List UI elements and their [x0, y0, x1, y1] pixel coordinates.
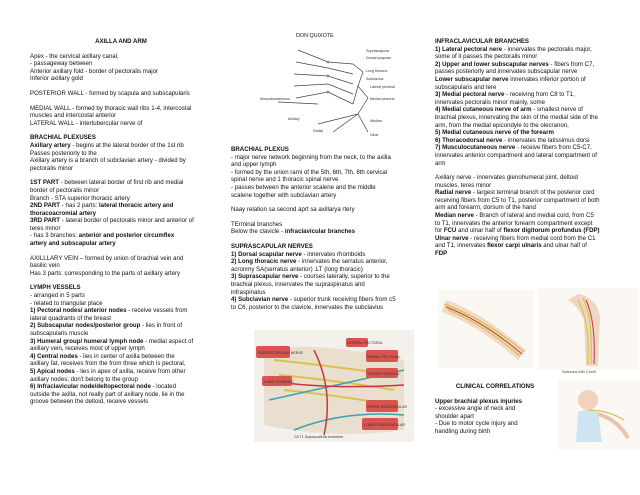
part-3-text: - lateral border of pectoralis minor and anterior of — [60, 217, 194, 225]
upper-injury-line: handling during birth — [435, 427, 491, 435]
naay-note: Naay relation sa second aprt sa axillarya rtery — [231, 206, 355, 214]
infra-item-cont: brachial plexus, innervating the skin of the medial side of the — [435, 113, 598, 121]
lymph-item-term: 2) Subscapular nodes/posterior group — [30, 322, 141, 330]
infra-item-desc: - smallest nerve of — [531, 106, 583, 114]
lymph-item-cont: subscapularis muscle — [30, 330, 89, 337]
fig2-label: THORACODORSAL — [367, 372, 400, 376]
median-last-bold: flexor digitorum profundus (FDP) — [503, 227, 600, 235]
lymph-item-cont: axillary vein, receives most of upper lymph — [30, 345, 145, 353]
lymph-intro: - arranged in 5 parts — [30, 292, 85, 300]
branch-line: pectoralis minor — [30, 164, 74, 172]
supra-item-term: 2) Long thoracic nerve — [231, 258, 297, 266]
upper-limb-illustration — [538, 288, 638, 370]
median-nerve-term: Median nerve — [435, 212, 474, 220]
apex-line: Apex - the cervical axillary canal, — [30, 52, 119, 60]
lymph-last: groove between the deltoid, receive vessels — [30, 398, 149, 406]
lateral-wall: LATERAL WALL - intertubercular nerve of — [30, 119, 143, 127]
lymph-item-desc: - receive vessels from — [126, 307, 188, 315]
median-nerve-desc: - Branch of lateral and medial cord, from C5 — [473, 212, 594, 220]
lymph-item-cont: axillary nodes; don't belong to the group — [30, 375, 138, 383]
ulnar-last: FDP — [435, 250, 448, 258]
supra-item-desc: - courses laterally, superior to the — [298, 273, 390, 281]
vein-line-2: basilic vein — [30, 262, 60, 270]
below-clavicle — [231, 228, 411, 236]
lymph-item-desc: - medial aspect of — [143, 337, 194, 345]
branch-line: Axillary artery is a branch of subclavian artery - divided by — [30, 157, 186, 165]
bp-line: and upper lymph — [231, 161, 277, 169]
infra-item-cont: innervates anterior compartment and lateral compartment of — [435, 151, 597, 159]
infra-item-desc: innervates inferior portion of — [508, 75, 586, 83]
lymph-heading: LYMPH VESSELS — [30, 284, 81, 292]
radial-cont: arm and forearm, dorsum of the hand — [435, 204, 536, 212]
supra-item — [231, 251, 411, 259]
infra-item-desc: - innervates the latissimus dorsi — [502, 136, 590, 144]
infra-item-term: 7) Musculocutaneous nerve — [435, 144, 516, 152]
passes-post: Passes posteriorly to the — [30, 149, 97, 157]
supra-item-cont: acronmy SA(serratus anterior) .LT (long thoracic) — [231, 265, 363, 273]
supra-item-term: 4) Subclavian nerve — [231, 296, 289, 304]
plexus-illustration — [254, 330, 414, 442]
part-3-branches-bold2: artery and subscapular artery — [30, 240, 116, 248]
lymph-item-desc: - lies in apex of axilla, receive from other — [74, 367, 186, 375]
apex-line: Inferior axillary gold — [30, 75, 83, 83]
part-1-cont: border of pectoralis minor — [30, 186, 100, 194]
part-3-branches — [30, 232, 212, 240]
lymph-item — [30, 368, 212, 376]
supra-item-cont: brachial plexus, innervates the supraspinatus and — [231, 280, 365, 288]
posterior-wall: POSTERIOR WALL - formed by scapula and subscapularis — [30, 89, 190, 97]
arm-nerve-illustration — [438, 290, 534, 368]
bp-line: scalene together with subclavian artery — [231, 191, 337, 199]
ulnar-nerve — [435, 235, 617, 243]
infra-item — [435, 46, 617, 54]
lymph-item-cont: outside the axilla, not really part of axillary node, lie in the — [30, 390, 185, 398]
supra-item-term: 1) Dorsal scapular nerve — [231, 250, 302, 258]
fig1-label: Median — [370, 119, 382, 123]
radial-nerve — [435, 189, 617, 197]
lymph-item-cont: lateral quadrants of the breast — [30, 314, 111, 322]
bp-line: spinal nerve and 1 thoracic spinal nerve — [231, 176, 339, 184]
fig1-label: Ulnar — [370, 133, 379, 137]
fig2-label: LONG THORACIC — [264, 380, 294, 384]
column-brachial-plexus — [231, 146, 411, 311]
lymph-item-desc: - located — [150, 383, 176, 391]
below-clavicle-text: Below the clavicle - — [231, 228, 285, 236]
median-cont: to T1, innervates the anterior forearm compartment except — [435, 219, 593, 227]
fig2-caption: C8 T1 Suprascalenic branches — [294, 435, 344, 439]
column-axilla — [30, 38, 212, 406]
supra-item-desc: - innervates the serratus anterior, — [296, 258, 388, 266]
suprascapular-heading: SUPRASCAPULAR NERVES — [231, 242, 313, 250]
infra-item-desc: - fibers from C7, — [548, 60, 595, 68]
part-2-text: - has 2 parts: — [60, 202, 99, 210]
bp-line: - formed by the union rami of the 5th, 6th, 7th, 8th cervical — [231, 168, 388, 176]
bp-line: - major nerve network beginning from the neck, to the axilla — [231, 153, 391, 161]
infra-item — [435, 61, 617, 69]
ulnar-cont-bold: flexor carpi ulnaris — [487, 242, 542, 250]
axillary-artery — [30, 142, 212, 150]
part-1 — [30, 179, 212, 187]
fig2-label: MEDIAL PECTORAL — [367, 355, 401, 359]
vein-term: AXILLLARY VEIN — [30, 254, 79, 262]
lymph-item — [30, 322, 212, 330]
page-header-title: DON QUIXOTE — [296, 33, 334, 39]
part-2-label: 2ND PART — [30, 202, 61, 210]
fig2-label: LOWER SUBSCAPULAR — [364, 423, 405, 427]
brachial-plexus-diagram — [258, 42, 408, 140]
ulnar-cont-text: and ulnar half of — [541, 242, 587, 250]
infra-item-term: 3) Medial pectoral nerve — [435, 91, 505, 99]
fig1-label: Medial pectoral — [370, 97, 395, 101]
part-3-branches-bold: anterior and posterior circumflex — [78, 232, 175, 240]
supra-item — [231, 258, 411, 266]
fig1-label: Lateral pectoral — [370, 85, 395, 89]
part-2-bold: lateral thoracic artery and thoracoacromial artery — [30, 202, 174, 217]
scan-caption: Scanned with CamS — [562, 370, 597, 374]
infra-item — [435, 91, 617, 99]
fig2-label: UPPER SUBSCAPULAR — [367, 405, 408, 409]
axillary-vein — [30, 255, 212, 263]
infra-item-cont: passes posteriorly and innervates subscapular nerve — [435, 68, 578, 76]
part-3 — [30, 217, 212, 225]
lymph-item — [30, 353, 212, 361]
supra-item-term: 3) Suprascapular nerve — [231, 273, 299, 281]
upper-injury-line: shoulder apart — [435, 412, 474, 420]
medial-wall: MEDIAL WALL - formed by thoracic wall ribs 1-4, intercostal — [30, 104, 192, 112]
lymph-item — [30, 338, 212, 346]
clinical-section — [435, 383, 555, 436]
infra-item-term: 2) Upper and lower subscapular nerves — [435, 60, 549, 68]
ulnar-nerve-desc: - receiving fibers from medial cord from the C1 — [468, 234, 596, 242]
supra-item-desc: - superior trunk receiving fibers from c5 — [288, 296, 396, 304]
infra-item — [435, 76, 617, 84]
supra-item — [231, 296, 411, 304]
infra-item-desc: - receiving from C8 to T1, — [504, 91, 575, 99]
infra-item-term: 1) Lateral pectoral nere — [435, 45, 503, 53]
radial-cont: receiving fibers from C5 to T1, posterior compartment of both — [435, 196, 600, 204]
infra-item-cont: arm, from the medial epicondyle to the olecranon, — [435, 121, 569, 129]
lymph-item-term: 1) Pectoral nodes/ anterior nodes — [30, 307, 127, 315]
median-last-text: for — [435, 227, 444, 235]
lymph-item-term: 6) Infraclavicular node/deltopectoral node — [30, 383, 151, 391]
lymph-item — [30, 383, 212, 391]
radial-nerve-term: Radial nerve — [435, 189, 472, 197]
fig2-label: SUPRASCAPULAR NERVE — [258, 351, 304, 355]
vein-line-3: Has 3 parts: corresponding to the parts of axillary artery — [30, 269, 181, 277]
section-title-axilla: AXILLA AND ARM — [95, 38, 147, 45]
lymph-intro: - related to triangular place — [30, 299, 103, 307]
supra-item-desc: - innervates rhomboids — [301, 250, 366, 258]
fig1-label: Long thoracic — [366, 69, 388, 73]
infra-item-term: Lower subscapular nerve — [435, 75, 509, 83]
infra-item — [435, 106, 617, 114]
fig1-label: Radial — [313, 129, 324, 133]
supra-item-cont: to C6, posterior to the clavicle, innervates the subclavius — [231, 303, 384, 311]
fig1-label: Axillary — [288, 117, 300, 121]
part-1-branch: Branch - STA superior thoracic artery — [30, 194, 130, 202]
part-1-text: - between lateral border of first rib and medial — [59, 179, 184, 187]
fig1-label: Musculocutaneous — [260, 97, 290, 101]
upper-injury-title: Upper brachial plexus injuries — [435, 397, 523, 405]
infra-item — [435, 137, 617, 145]
supra-item — [231, 273, 411, 281]
infra-item-cont: some of it passes the pectoralis minor — [435, 53, 538, 61]
infra-item-desc: - innervates the pectoralis major, — [502, 45, 592, 53]
lymph-item-desc: - lies in center of axilla between the — [77, 352, 175, 360]
infra-item-cont: subscapularis and tere — [435, 83, 497, 91]
fig1-label: Suprascapular — [366, 49, 390, 53]
part-3-branches-text: - has 3 branches: — [30, 232, 79, 240]
infraclavicular-heading: INFRACLAVICULAR BRANCHES — [435, 38, 529, 45]
lymph-item — [30, 307, 212, 315]
lymph-item-term: 5) Apical nodes — [30, 367, 75, 375]
fig1-label: Dorsal scapular — [366, 56, 391, 60]
apex-line: - passageway between — [30, 60, 93, 68]
infra-item-term: 4) Medial cutaneous nerve of arm — [435, 106, 532, 114]
ulnar-cont-text: and T1, innervates — [435, 242, 488, 250]
infra-item-desc: - receive fibers from C5-C7, — [515, 144, 592, 152]
median-last — [435, 227, 617, 235]
erb-palsy-illustration — [558, 380, 640, 450]
lymph-item-term: 3) Humeral group/ humeral lymph node — [30, 337, 144, 345]
supra-item-cont: infraspinatus — [231, 288, 266, 296]
lymph-item-desc: - lies in front of — [140, 322, 183, 330]
plexuses-heading: BRACHIAL PLEXUSES — [30, 134, 96, 142]
axillary-artery-desc: - begins at the lateral border of the 1st rib — [70, 141, 184, 149]
medial-wall: muscles and intercostal anterior — [30, 112, 117, 120]
infra-item — [435, 144, 617, 152]
median-last-bold: FCU — [443, 227, 457, 235]
axillary-nerve-cont: muscles, teres minor — [435, 181, 492, 189]
axillary-nerve: Axillary nerve - innervates glenohumeral joint, deltoid — [435, 174, 578, 182]
brachial-plexus-heading: BRACHIAL PLEXUS — [231, 146, 289, 153]
upper-injury-line: - Due to motor cycle injury and — [435, 420, 518, 428]
axillary-artery-term: Axillary artery — [30, 141, 71, 149]
fig2-label: LATERAL PECTORAL — [347, 341, 383, 345]
bp-line: - passes between the anterior scalene and the middle — [231, 183, 376, 191]
lymph-item-cont: axillary fat, receives from the from three which is pectoral, — [30, 360, 186, 368]
part-2 — [30, 202, 212, 217]
terminal-branches: TErminal branches — [231, 220, 283, 228]
infra-item — [435, 129, 617, 137]
part-3-label: 3RD PART — [30, 217, 61, 225]
infra-item-cont: arm — [435, 159, 446, 167]
median-nerve — [435, 212, 617, 220]
lymph-item-term: 4) Central nodes — [30, 352, 78, 360]
clinical-heading: CLINICAL CORRELATIONS — [455, 383, 535, 390]
infra-item-cont: innervates pectoralis minor mainly, some — [435, 98, 545, 106]
column-infraclavicular — [435, 38, 617, 258]
apex-line: Anterior axillary fold - border of pectoralis major — [30, 67, 159, 75]
ulnar-nerve-term: Ulnar nerve — [435, 234, 469, 242]
part-1-label: 1ST PART — [30, 179, 60, 187]
infra-item-term: 6) Thoracodorsal nerve — [435, 136, 503, 144]
ulnar-cont — [435, 242, 617, 250]
infra-item-term: 5) Medial cutaneous nerve of the forearm — [435, 129, 554, 137]
radial-nerve-desc: - largest terminal branch of the posterior cord — [471, 189, 595, 197]
fig1-label: Subclavius — [366, 77, 384, 81]
vein-desc: – formed by union of brachial vein and — [78, 254, 184, 262]
below-clavicle-bold: infraclavicular branches — [284, 228, 355, 236]
median-last-text: and ulnar half of — [456, 227, 504, 235]
part-3-cont: teres minor — [30, 224, 61, 232]
upper-injury-line: - excessive angle of neck and — [435, 405, 516, 413]
